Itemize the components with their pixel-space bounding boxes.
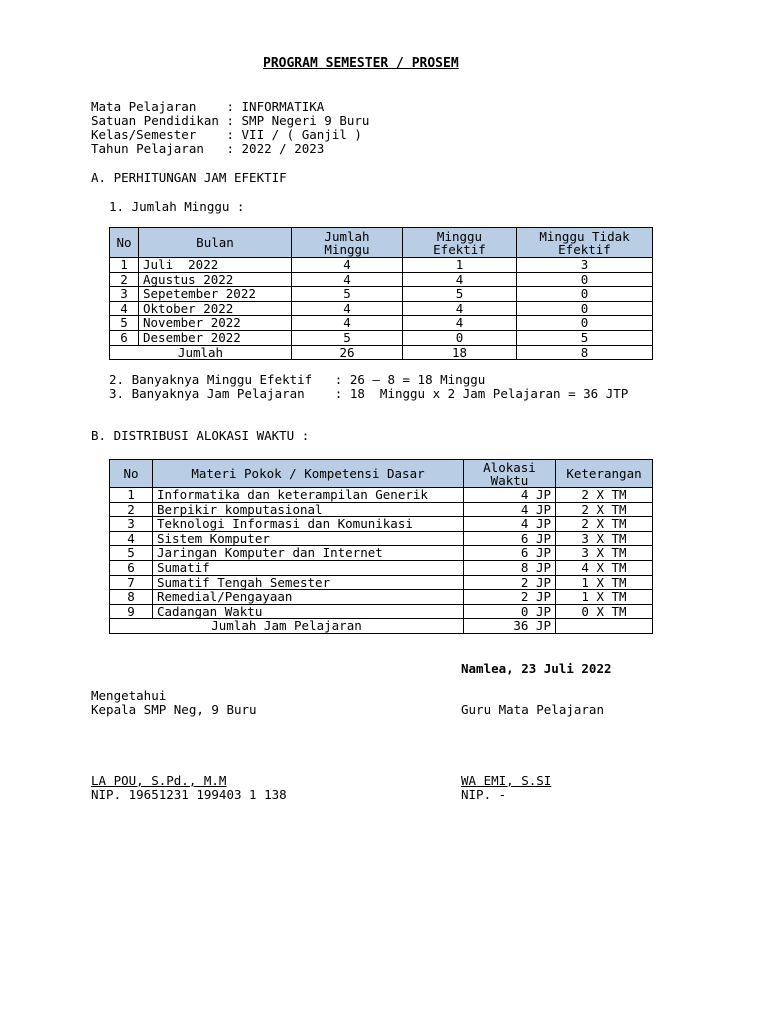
cell-alokasi: 2 JP — [464, 575, 556, 590]
cell-no: 4 — [110, 301, 139, 316]
signature-left-nip: NIP. 19651231 199403 1 138 — [91, 787, 287, 802]
cell-jumlah-minggu: 4 — [292, 272, 403, 287]
cell-minggu-tidak-efektif: 0 — [517, 301, 653, 316]
cell-total-alokasi: 36 JP — [464, 619, 556, 634]
info-value: : INFORMATIKA — [226, 99, 325, 114]
cell-alokasi: 6 JP — [464, 531, 556, 546]
info-row — [91, 100, 324, 114]
info-value: : SMP Negeri 9 Buru — [226, 113, 370, 128]
cell-bulan: Juli 2022 — [139, 258, 292, 273]
header-alokasi: Alokasi Waktu — [464, 460, 556, 488]
cell-minggu-tidak-efektif: 5 — [517, 330, 653, 345]
cell-total-minggu-efektif: 18 — [403, 345, 517, 360]
header-jumlah-minggu: Jumlah Minggu — [292, 228, 403, 258]
cell-materi: Berpikir komputasional — [153, 502, 464, 517]
cell-alokasi: 2 JP — [464, 590, 556, 605]
page-title: PROGRAM SEMESTER / PROSEM — [263, 56, 459, 71]
header-bulan: Bulan — [139, 228, 292, 258]
cell-no: 2 — [110, 502, 153, 517]
cell-no: 7 — [110, 575, 153, 590]
cell-no: 5 — [110, 316, 139, 331]
table-row — [110, 590, 653, 605]
cell-minggu-efektif: 4 — [403, 316, 517, 331]
cell-bulan: November 2022 — [139, 316, 292, 331]
table-row — [110, 604, 653, 619]
cell-minggu-tidak-efektif: 3 — [517, 258, 653, 273]
header-materi: Materi Pokok / Kompetensi Dasar — [153, 460, 464, 488]
cell-total-minggu-tidak-efektif: 8 — [517, 345, 653, 360]
cell-keterangan: 3 X TM — [556, 531, 653, 546]
cell-materi: Cadangan Waktu — [153, 604, 464, 619]
cell-no: 9 — [110, 604, 153, 619]
signature-right-line2: Guru Mata Pelajaran — [461, 702, 604, 717]
table-row — [110, 488, 653, 503]
section-a-heading: A. PERHITUNGAN JAM EFEKTIF — [91, 170, 287, 185]
cell-minggu-efektif: 5 — [403, 287, 517, 302]
cell-bulan: Agustus 2022 — [139, 272, 292, 287]
cell-jumlah-minggu: 4 — [292, 316, 403, 331]
cell-no: 6 — [110, 330, 139, 345]
cell-no: 1 — [110, 488, 153, 503]
cell-keterangan: 4 X TM — [556, 560, 653, 575]
cell-keterangan: 1 X TM — [556, 575, 653, 590]
cell-minggu-efektif: 4 — [403, 301, 517, 316]
cell-total-label: Jumlah — [110, 345, 292, 360]
cell-minggu-tidak-efektif: 0 — [517, 272, 653, 287]
info-label: Mata Pelajaran — [91, 99, 227, 114]
cell-jumlah-minggu: 5 — [292, 330, 403, 345]
info-value: : VII / ( Ganjil ) — [226, 127, 362, 142]
cell-materi: Remedial/Pengayaan — [153, 590, 464, 605]
cell-minggu-efektif: 4 — [403, 272, 517, 287]
cell-total-label: Jumlah Jam Pelajaran — [110, 619, 464, 634]
jumlah-minggu-table — [109, 227, 653, 360]
cell-alokasi: 6 JP — [464, 546, 556, 561]
header-keterangan: Keterangan — [556, 460, 653, 488]
info-label: Kelas/Semester — [91, 127, 227, 142]
table-total-row — [110, 619, 653, 634]
cell-keterangan: 2 X TM — [556, 517, 653, 532]
cell-jumlah-minggu: 4 — [292, 301, 403, 316]
cell-materi: Teknologi Informasi dan Komunikasi — [153, 517, 464, 532]
info-row — [91, 142, 324, 156]
table-row — [110, 502, 653, 517]
distribusi-table — [109, 459, 653, 634]
cell-minggu-tidak-efektif: 0 — [517, 316, 653, 331]
signature-left-line1: Mengetahui — [91, 688, 167, 703]
table-row — [110, 560, 653, 575]
section-b-heading: B. DISTRIBUSI ALOKASI WAKTU : — [91, 428, 310, 443]
signature-right-nip: NIP. - — [461, 787, 507, 802]
table-header-row — [110, 228, 653, 258]
cell-keterangan: 2 X TM — [556, 488, 653, 503]
info-row — [91, 114, 369, 128]
cell-materi: Sistem Komputer — [153, 531, 464, 546]
place-date: Namlea, 23 Juli 2022 — [461, 661, 612, 676]
table-row — [110, 546, 653, 561]
cell-total-keterangan — [556, 619, 653, 634]
info-label: Satuan Pendidikan — [91, 113, 227, 128]
cell-no: 2 — [110, 272, 139, 287]
cell-no: 3 — [110, 517, 153, 532]
cell-alokasi: 4 JP — [464, 488, 556, 503]
info-value: : 2022 / 2023 — [226, 141, 325, 156]
signature-left-name: LA POU, S.Pd., M.M — [91, 773, 227, 788]
cell-bulan: Desember 2022 — [139, 330, 292, 345]
cell-alokasi: 0 JP — [464, 604, 556, 619]
cell-bulan: Oktober 2022 — [139, 301, 292, 316]
cell-materi: Informatika dan keterampilan Generik — [153, 488, 464, 503]
cell-keterangan: 2 X TM — [556, 502, 653, 517]
cell-keterangan: 3 X TM — [556, 546, 653, 561]
section-a-sub3: 3. Banyaknya Jam Pelajaran : 18 Minggu x 2 Jam Pelajaran = 36 JTP — [109, 386, 629, 401]
info-row — [91, 128, 362, 142]
table-row — [110, 575, 653, 590]
cell-keterangan: 1 X TM — [556, 590, 653, 605]
cell-no: 4 — [110, 531, 153, 546]
table-row — [110, 258, 653, 273]
table-row — [110, 531, 653, 546]
cell-materi: Sumatif Tengah Semester — [153, 575, 464, 590]
cell-alokasi: 4 JP — [464, 517, 556, 532]
section-a-sub2: 2. Banyaknya Minggu Efektif : 26 – 8 = 18 Minggu — [109, 372, 486, 387]
cell-jumlah-minggu: 5 — [292, 287, 403, 302]
table-row — [110, 330, 653, 345]
cell-keterangan: 0 X TM — [556, 604, 653, 619]
cell-no: 8 — [110, 590, 153, 605]
table-row — [110, 316, 653, 331]
cell-materi: Jaringan Komputer dan Internet — [153, 546, 464, 561]
table-row — [110, 301, 653, 316]
cell-bulan: Sepetember 2022 — [139, 287, 292, 302]
header-no: No — [110, 228, 139, 258]
cell-materi: Sumatif — [153, 560, 464, 575]
header-no: No — [110, 460, 153, 488]
cell-minggu-tidak-efektif: 0 — [517, 287, 653, 302]
cell-no: 1 — [110, 258, 139, 273]
table-row — [110, 287, 653, 302]
cell-alokasi: 4 JP — [464, 502, 556, 517]
cell-alokasi: 8 JP — [464, 560, 556, 575]
table-row — [110, 517, 653, 532]
cell-no: 6 — [110, 560, 153, 575]
table-row — [110, 272, 653, 287]
signature-right-name: WA EMI, S.SI — [461, 773, 552, 788]
table-total-row — [110, 345, 653, 360]
header-minggu-tidak-efektif: Minggu Tidak Efektif — [517, 228, 653, 258]
header-minggu-efektif: Minggu Efektif — [403, 228, 517, 258]
cell-no: 5 — [110, 546, 153, 561]
signature-left-line2: Kepala SMP Neg, 9 Buru — [91, 702, 257, 717]
cell-minggu-efektif: 1 — [403, 258, 517, 273]
info-label: Tahun Pelajaran — [91, 141, 227, 156]
cell-jumlah-minggu: 4 — [292, 258, 403, 273]
section-a-sub1: 1. Jumlah Minggu : — [109, 199, 245, 214]
cell-minggu-efektif: 0 — [403, 330, 517, 345]
cell-total-jumlah-minggu: 26 — [292, 345, 403, 360]
table-header-row — [110, 460, 653, 488]
cell-no: 3 — [110, 287, 139, 302]
